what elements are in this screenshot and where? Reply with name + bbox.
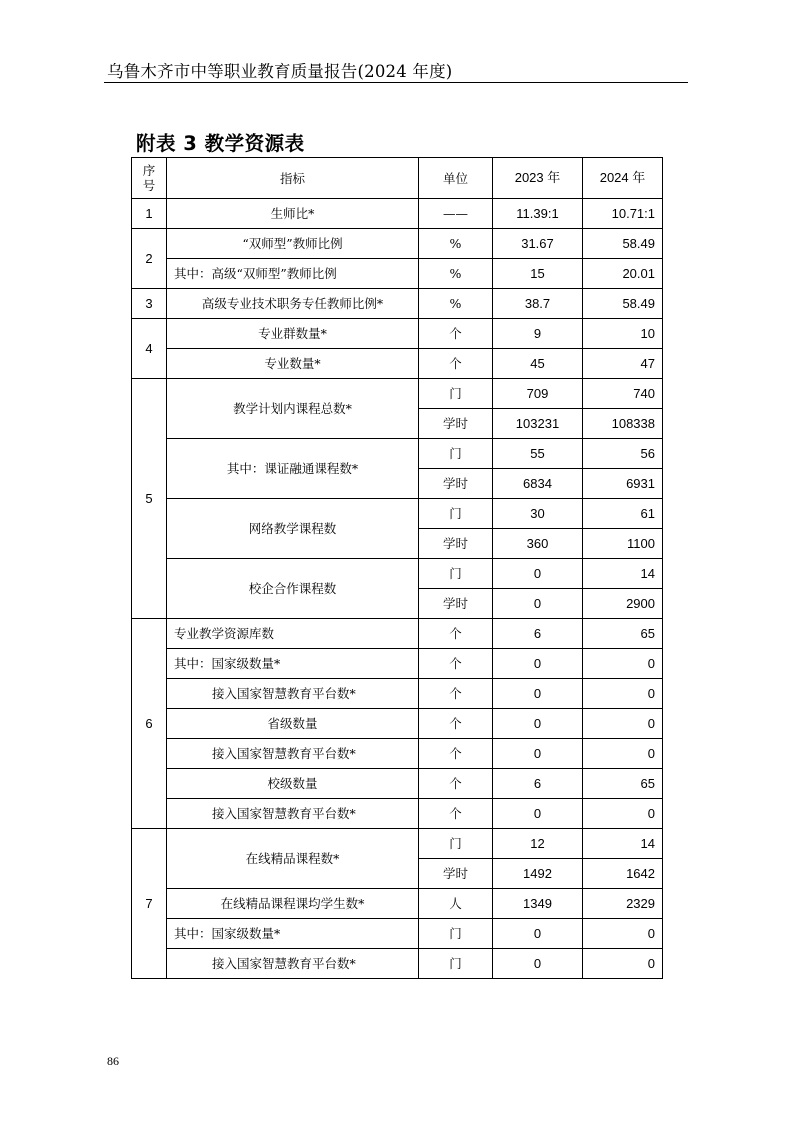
indicator-cell: 接入国家智慧教育平台数* [167, 739, 419, 769]
value-2024-cell: 14 [583, 559, 663, 589]
value-2024-cell: 0 [583, 739, 663, 769]
value-2023-cell: 12 [493, 829, 583, 859]
unit-cell: 个 [419, 649, 493, 679]
unit-cell: 个 [419, 799, 493, 829]
value-2024-cell: 47 [583, 349, 663, 379]
value-2024-cell: 58.49 [583, 289, 663, 319]
header-indicator: 指标 [167, 158, 419, 199]
value-2024-cell: 0 [583, 919, 663, 949]
table-row [132, 739, 663, 769]
unit-cell: 学时 [419, 859, 493, 889]
table-row [132, 259, 663, 289]
value-2024-cell: 0 [583, 709, 663, 739]
indicator-cell: 高级专业技术职务专任教师比例* [167, 289, 419, 319]
unit-cell: 门 [419, 919, 493, 949]
value-2023-cell: 31.67 [493, 229, 583, 259]
table-title: 附表 3 教学资源表 [136, 132, 305, 155]
table-row [132, 319, 663, 349]
value-2023-cell: 11.39:1 [493, 199, 583, 229]
table-row [132, 769, 663, 799]
indicator-cell: 专业群数量* [167, 319, 419, 349]
teaching-resources-table [131, 157, 663, 979]
value-2023-cell: 6834 [493, 469, 583, 499]
table-row [132, 619, 663, 649]
indicator-cell: 在线精品课程数* [167, 829, 419, 889]
value-2023-cell: 45 [493, 349, 583, 379]
value-2023-cell: 38.7 [493, 289, 583, 319]
table-row [132, 229, 663, 259]
value-2024-cell: 1642 [583, 859, 663, 889]
indicator-cell: 省级数量 [167, 709, 419, 739]
table-row [132, 799, 663, 829]
value-2023-cell: 0 [493, 649, 583, 679]
table-row [132, 889, 663, 919]
table-row [132, 379, 663, 409]
unit-cell: 门 [419, 829, 493, 859]
value-2024-cell: 1100 [583, 529, 663, 559]
value-2024-cell: 14 [583, 829, 663, 859]
indicator-cell: 其中：国家级数量* [167, 649, 419, 679]
value-2023-cell: 6 [493, 769, 583, 799]
value-2023-cell: 55 [493, 439, 583, 469]
value-2024-cell: 0 [583, 649, 663, 679]
indicator-cell: 校级数量 [167, 769, 419, 799]
unit-cell: % [419, 229, 493, 259]
value-2023-cell: 0 [493, 589, 583, 619]
header-2024: 2024 年 [583, 158, 663, 199]
page-number: 86 [107, 1054, 119, 1068]
indicator-cell: 其中：课证融通课程数* [167, 439, 419, 499]
value-2023-cell: 0 [493, 679, 583, 709]
unit-cell: 个 [419, 349, 493, 379]
unit-cell: 个 [419, 619, 493, 649]
header-rule [104, 82, 688, 83]
value-2024-cell: 0 [583, 799, 663, 829]
value-2024-cell: 10 [583, 319, 663, 349]
seq-cell: 2 [132, 229, 167, 289]
value-2024-cell: 0 [583, 949, 663, 979]
value-2024-cell: 56 [583, 439, 663, 469]
seq-cell: 5 [132, 379, 167, 619]
indicator-cell: 教学计划内课程总数* [167, 379, 419, 439]
value-2023-cell: 0 [493, 919, 583, 949]
unit-cell: 个 [419, 679, 493, 709]
value-2023-cell: 6 [493, 619, 583, 649]
indicator-cell: “双师型”教师比例 [167, 229, 419, 259]
table-row [132, 709, 663, 739]
indicator-cell: 接入国家智慧教育平台数* [167, 679, 419, 709]
value-2024-cell: 65 [583, 769, 663, 799]
indicator-cell: 专业数量* [167, 349, 419, 379]
value-2023-cell: 0 [493, 949, 583, 979]
unit-cell: 个 [419, 709, 493, 739]
header-seq-line2: 号 [142, 178, 156, 193]
indicator-cell: 校企合作课程数 [167, 559, 419, 619]
unit-cell: 门 [419, 559, 493, 589]
indicator-cell: 网络教学课程数 [167, 499, 419, 559]
header-2023: 2023 年 [493, 158, 583, 199]
unit-cell: 门 [419, 499, 493, 529]
value-2023-cell: 360 [493, 529, 583, 559]
table-row [132, 949, 663, 979]
table-row [132, 649, 663, 679]
table-row [132, 919, 663, 949]
value-2023-cell: 30 [493, 499, 583, 529]
seq-cell: 6 [132, 619, 167, 829]
unit-cell: % [419, 289, 493, 319]
table-row [132, 199, 663, 229]
value-2023-cell: 0 [493, 739, 583, 769]
table-row [132, 829, 663, 859]
unit-cell: 门 [419, 949, 493, 979]
value-2023-cell: 1349 [493, 889, 583, 919]
unit-cell: 门 [419, 439, 493, 469]
value-2024-cell: 10.71:1 [583, 199, 663, 229]
unit-cell: 学时 [419, 409, 493, 439]
table-header-row [132, 158, 663, 199]
value-2024-cell: 2900 [583, 589, 663, 619]
header-seq-line1: 序 [142, 163, 156, 178]
indicator-cell: 接入国家智慧教育平台数* [167, 799, 419, 829]
indicator-cell: 在线精品课程课均学生数* [167, 889, 419, 919]
header-seq [132, 158, 167, 199]
unit-cell: 人 [419, 889, 493, 919]
unit-cell: 个 [419, 769, 493, 799]
seq-cell: 1 [132, 199, 167, 229]
value-2023-cell: 0 [493, 709, 583, 739]
value-2024-cell: 6931 [583, 469, 663, 499]
seq-cell: 7 [132, 829, 167, 979]
unit-cell: 学时 [419, 469, 493, 499]
indicator-cell: 其中：国家级数量* [167, 919, 419, 949]
value-2024-cell: 108338 [583, 409, 663, 439]
unit-cell: 个 [419, 739, 493, 769]
table-row [132, 679, 663, 709]
unit-cell: —— [419, 199, 493, 229]
page-header: 乌鲁木齐市中等职业教育质量报告(2024 年度) [107, 62, 453, 81]
indicator-cell: 生师比* [167, 199, 419, 229]
unit-cell: 门 [419, 379, 493, 409]
value-2024-cell: 65 [583, 619, 663, 649]
value-2024-cell: 2329 [583, 889, 663, 919]
unit-cell: 学时 [419, 589, 493, 619]
value-2024-cell: 740 [583, 379, 663, 409]
value-2024-cell: 61 [583, 499, 663, 529]
value-2023-cell: 0 [493, 559, 583, 589]
indicator-cell: 专业教学资源库数 [167, 619, 419, 649]
indicator-cell: 其中：高级“双师型”教师比例 [167, 259, 419, 289]
table-row [132, 499, 663, 529]
seq-cell: 4 [132, 319, 167, 379]
unit-cell: 学时 [419, 529, 493, 559]
value-2024-cell: 0 [583, 679, 663, 709]
seq-cell: 3 [132, 289, 167, 319]
table-row [132, 289, 663, 319]
table-row [132, 349, 663, 379]
value-2024-cell: 58.49 [583, 229, 663, 259]
value-2024-cell: 20.01 [583, 259, 663, 289]
unit-cell: 个 [419, 319, 493, 349]
value-2023-cell: 15 [493, 259, 583, 289]
indicator-cell: 接入国家智慧教育平台数* [167, 949, 419, 979]
value-2023-cell: 0 [493, 799, 583, 829]
value-2023-cell: 9 [493, 319, 583, 349]
value-2023-cell: 103231 [493, 409, 583, 439]
unit-cell: % [419, 259, 493, 289]
value-2023-cell: 1492 [493, 859, 583, 889]
value-2023-cell: 709 [493, 379, 583, 409]
table-row [132, 439, 663, 469]
table-row [132, 559, 663, 589]
header-unit: 单位 [419, 158, 493, 199]
